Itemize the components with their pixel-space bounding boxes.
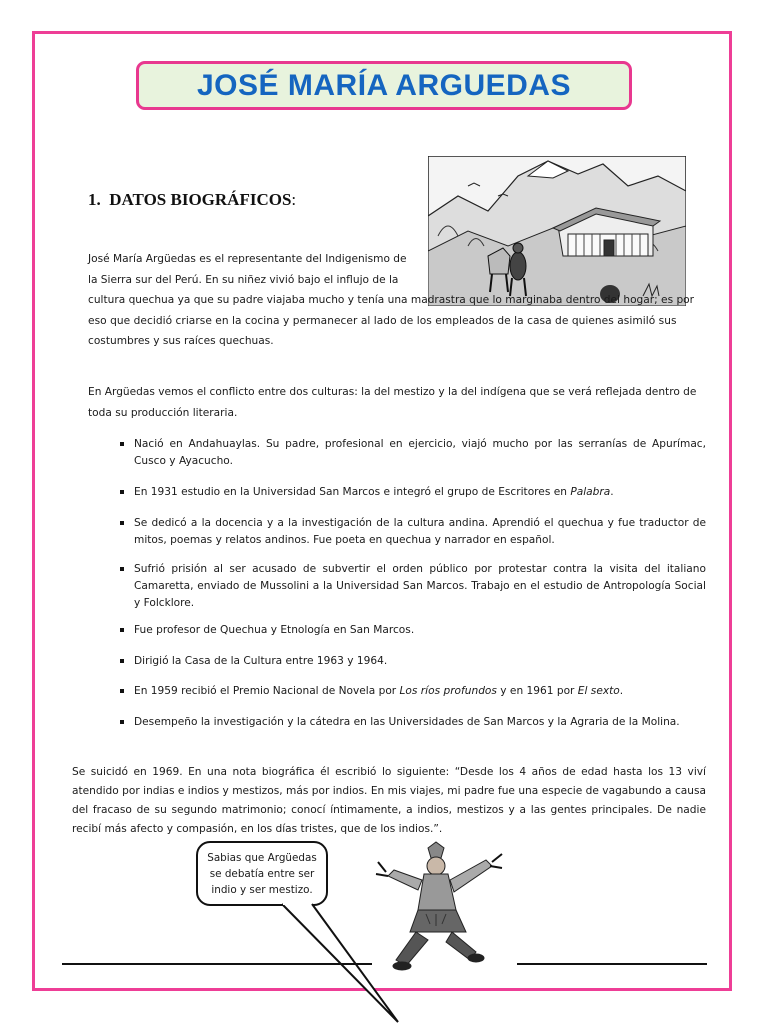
section-number: 1. bbox=[88, 190, 101, 209]
section-title: DATOS BIOGRÁFICOS bbox=[109, 190, 292, 209]
scissors-dancer-image bbox=[366, 840, 526, 990]
speech-bubble bbox=[196, 841, 328, 906]
list-item: Dirigió la Casa de la Cultura entre 1963 y 1964. bbox=[134, 653, 706, 670]
footer-rule-left bbox=[62, 963, 372, 965]
intro-line: cultura quechua ya que su padre viajaba mucho y tenía una madrastra que lo marginaba dentro del hogar; es por bbox=[88, 294, 695, 306]
intro-line: costumbres y sus raíces quechuas. bbox=[88, 335, 274, 347]
section-colon: : bbox=[291, 190, 297, 209]
intro-line: la Sierra sur del Perú. En su niñez vivió bajo el influjo de la bbox=[88, 273, 399, 286]
callout-text: Sabias que Argüedas se debatía entre ser indio y ser mestizo. bbox=[207, 851, 317, 896]
intro-line: eso que decidió criarse en la cocina y permanecer al lado de los empleados de la casa de quienes asimiló sus bbox=[88, 314, 677, 327]
conflict-paragraph: En Argüedas vemos el conflicto entre dos culturas: la del mestizo y la del indígena que se verá reflejada dentro de toda su producción literaria. bbox=[88, 386, 697, 419]
list-item: Nació en Andahuaylas. Su padre, profesional en ejercicio, viajó mucho por las serranías de Apurímac, Cusco y Ayacucho. bbox=[134, 436, 706, 470]
list-item: En 1959 recibió el Premio Nacional de Novela por Los ríos profundos y en 1961 por El sexto. bbox=[134, 683, 706, 700]
list-item: Desempeño la investigación y la cátedra en las Universidades de San Marcos y la Agraria de la Molina. bbox=[134, 714, 706, 731]
footer-rule-right bbox=[517, 963, 707, 965]
list-item: Sufrió prisión al ser acusado de subvertir el orden público por protestar contra la visita del italiano Camaretta, enviado de Mussolini a la Universidad San Marcos. Trabajo en el estudio de Antropología Social y Folcklore. bbox=[134, 561, 706, 612]
list-item: Se dedicó a la docencia y a la investigación de la cultura andina. Aprendió el quechua y fue traductor de mitos, poemas y relatos andinos. Fue poeta en quechua y narrador en español. bbox=[134, 515, 706, 549]
intro-line: José María Argüedas es el representante del Indigenismo de bbox=[88, 253, 407, 265]
section-heading bbox=[88, 190, 296, 210]
closing-paragraph: Se suicidó en 1969. En una nota biográfica él escribió lo siguiente: “Desde los 4 años de edad hasta los 13 viví atendido por indias e indios y mestizos, más por indios. En mis viajes, mi padre fue una especie de vagabundo a causa del fracaso de su segundo matrimonio; conocí íntimamente, a indios, mestizos y a las gentes principales. De nadie recibí más afecto y compasión, en los días tristes, que de los indios.”. bbox=[72, 766, 706, 835]
intro-paragraph bbox=[88, 249, 705, 352]
list-item: Fue profesor de Quechua y Etnología en San Marcos. bbox=[134, 622, 706, 639]
list-item: En 1931 estudio en la Universidad San Marcos e integró el grupo de Escritores en Palabra. bbox=[134, 484, 706, 501]
page-title: JOSÉ MARÍA ARGUEDAS bbox=[197, 68, 571, 102]
title-banner bbox=[136, 61, 632, 110]
